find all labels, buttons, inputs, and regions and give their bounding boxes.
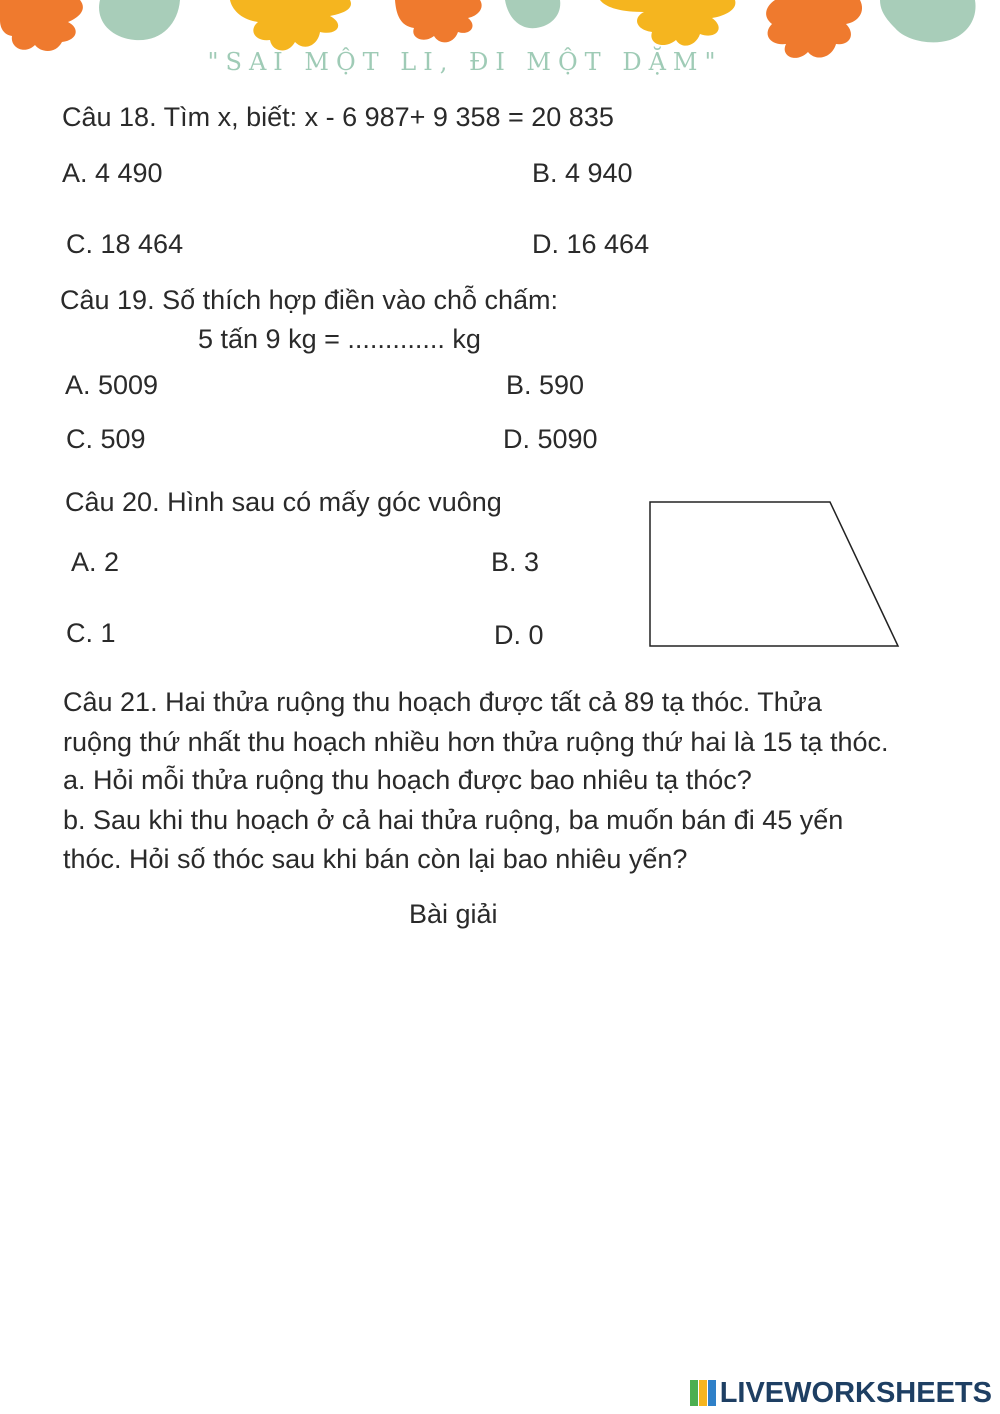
orange-leaf-icon [395, 0, 482, 42]
motto: "SAI MỘT LI, ĐI MỘT DẶM" [207, 48, 723, 76]
q18-option-b[interactable]: B. 4 940 [532, 158, 633, 188]
q19-fill-in-prompt: 5 tấn 9 kg = ............. kg [198, 324, 481, 354]
q20-option-b[interactable]: B. 3 [491, 547, 540, 577]
green-leaf-icon [505, 0, 560, 28]
green-leaf-icon [99, 0, 180, 40]
q18-option-d[interactable]: D. 16 464 [532, 229, 650, 259]
q20-option-d[interactable]: D. 0 [494, 620, 544, 650]
question-21-part-a: a. Hỏi mỗi thửa ruộng thu hoạch được bao nhiêu tạ thóc? [63, 765, 752, 795]
q19-option-c[interactable]: C. 509 [66, 424, 146, 454]
question-21-part-b-cont: thóc. Hỏi số thóc sau khi bán còn lại bao nhiêu yến? [63, 844, 688, 874]
solution-heading: Bài giải [409, 899, 498, 929]
q18-option-a[interactable]: A. 4 490 [62, 158, 163, 188]
trapezoid-figure [640, 495, 910, 655]
q20-option-a[interactable]: A. 2 [71, 547, 120, 577]
question-21-part-b: b. Sau khi thu hoạch ở cả hai thửa ruộng, ba muốn bán đi 45 yến [63, 805, 844, 835]
yellow-leaf-icon [600, 0, 735, 46]
question-21-line-1: Câu 21. Hai thửa ruộng thu hoạch được tất cả 89 tạ thóc. Thửa [63, 687, 822, 717]
question-18: Câu 18. Tìm x, biết: x - 6 987+ 9 358 = 20 835 [62, 102, 614, 132]
q19-option-d[interactable]: D. 5090 [503, 424, 598, 454]
q20-option-c[interactable]: C. 1 [66, 618, 116, 648]
q19-option-a[interactable]: A. 5009 [65, 370, 159, 400]
brand-name: LIVEWORKSHEETS [719, 1376, 992, 1409]
question-19: Câu 19. Số thích hợp điền vào chỗ chấm: [60, 285, 559, 315]
orange-leaf-icon [0, 0, 83, 51]
q18-option-c[interactable]: C. 18 464 [66, 229, 184, 259]
q19-option-b[interactable]: B. 590 [506, 370, 585, 400]
question-21-line-2: ruộng thứ nhất thu hoạch nhiều hơn thửa ruộng thứ hai là 15 tạ thóc. [63, 727, 889, 757]
liveworksheets-brand[interactable] [690, 1376, 992, 1410]
question-20: Câu 20. Hình sau có mấy góc vuông [65, 487, 502, 517]
yellow-leaf-icon [230, 0, 351, 50]
liveworksheets-logo-icon [690, 1380, 716, 1406]
green-leaf-icon [880, 0, 976, 42]
